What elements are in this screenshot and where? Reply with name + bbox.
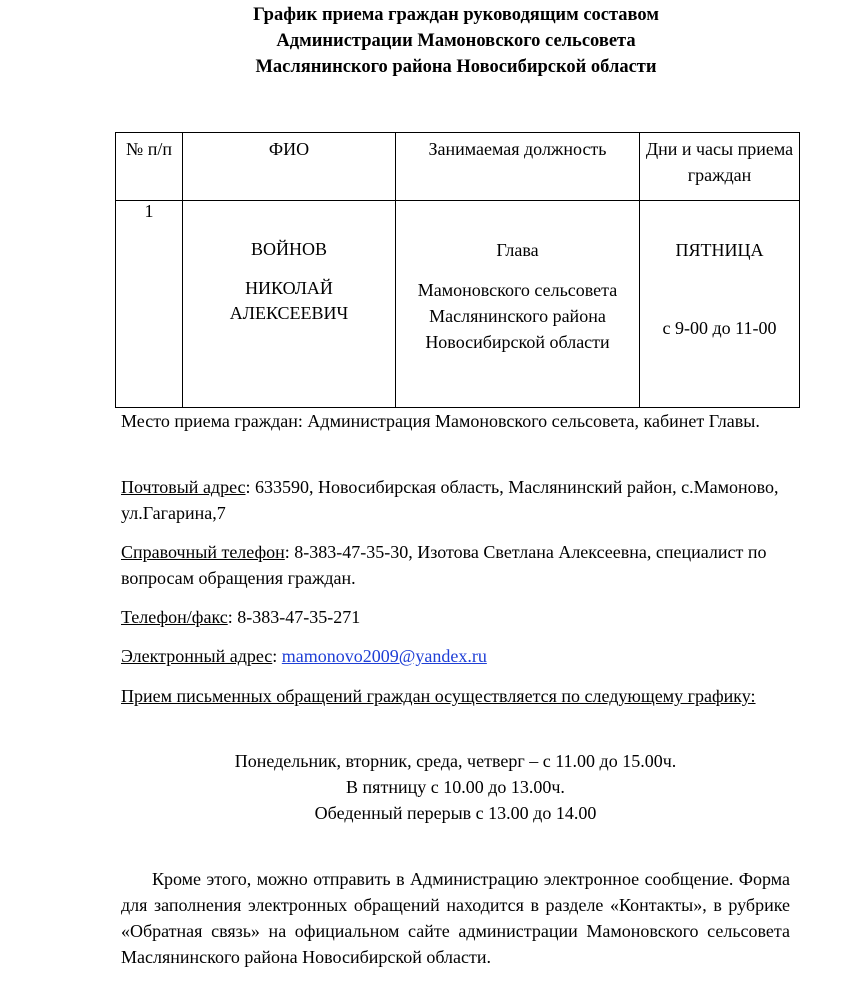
email-address [121,643,790,669]
column-header-number: № п/п [116,133,183,201]
written-schedule-line-1: Понедельник, вторник, среда, четверг – с 11.00 до 15.00ч. [234,751,677,771]
official-first-name: НИКОЛАЙ [245,278,333,298]
table-row [116,201,800,408]
column-header-days-hours: Дни и часы приема граждан [640,133,800,201]
reception-hours: с 9-00 до 11-00 [662,318,777,338]
column-header-position: Занимаемая должность [396,133,640,201]
reference-phone-label: Справочный телефон [121,542,285,562]
postal-address [121,474,790,526]
row-number: 1 [116,201,183,408]
written-appeals-heading: Прием письменных обращений граждан осуществляется по следующему графику: [121,686,756,706]
phone-fax [121,604,790,630]
written-schedule-line-3: Обеденный перерыв с 13.00 до 14.00 [314,803,597,823]
column-header-name: ФИО [183,133,396,201]
email-link[interactable]: mamonovo2009@yandex.ru [281,646,487,666]
position-org-line-2: Маслянинского района [429,306,606,326]
position-org-line-1: Мамоновского сельсовета [417,280,618,300]
official-middle-name: АЛЕКСЕЕВИЧ [229,303,349,323]
position-org-line-3: Новосибирской области [425,332,610,352]
reception-day: ПЯТНИЦА [675,240,764,260]
title-line-1: График приема граждан руководящим составом [253,5,659,25]
written-schedule-line-2: В пятницу с 10.00 до 13.00ч. [346,777,565,797]
postal-address-value: : 633590, Новосибирская область, Маслянинский район, с.Мамоново, ул.Гагарина,7 [121,477,779,523]
document-title [0,2,850,80]
reference-phone [121,539,790,591]
official-position-cell [396,201,640,408]
reception-days-cell [640,201,800,408]
phone-fax-label: Телефон/факс [121,607,228,627]
email-label: Электронный адрес [121,646,273,666]
email-separator: : [272,646,282,666]
electronic-appeal-paragraph: Кроме этого, можно отправить в Администрацию электронное сообщение. Форма для заполнения электронных обращений находится в разделе «Контакты», в рубрике «Обратная связь» на официальном сайте администрации Мамоновского сельсовета Маслянинского района Новосибирской области. [121,869,790,967]
reference-phone-value: : 8-383-47-35-30, Изотова Светлана Алексеевна, специалист по вопросам обращения граждан. [121,542,767,588]
official-last-name: ВОЙНОВ [250,239,327,259]
position-title: Глава [496,240,539,260]
official-name-cell [183,201,396,408]
reception-place: Место приема граждан: Администрация Мамоновского сельсовета, кабинет Главы. [121,411,760,431]
postal-address-label: Почтовый адрес [121,477,246,497]
reception-schedule-table [115,132,800,408]
title-line-3: Маслянинского района Новосибирской области [255,57,657,77]
table-header-row [116,133,800,201]
title-line-2: Администрации Мамоновского сельсовета [276,31,636,51]
phone-fax-value: : 8-383-47-35-271 [227,607,361,627]
